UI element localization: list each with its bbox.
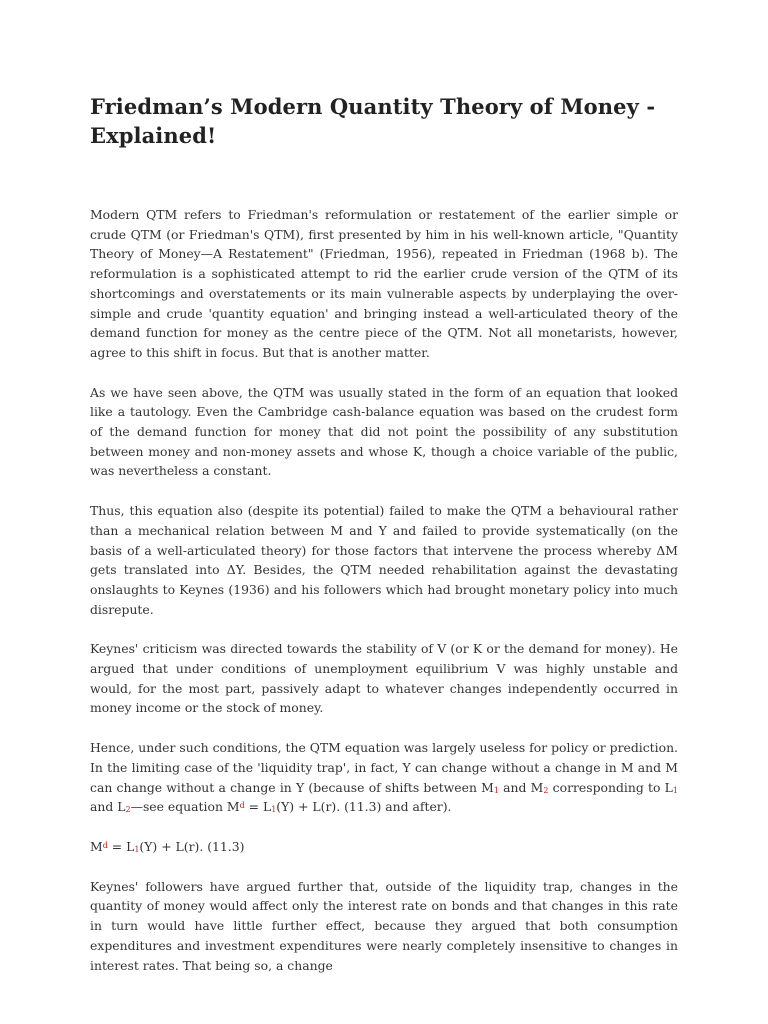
paragraph-2: As we have seen above, the QTM was usually stated in the form of an equation that looked like a tautology. Even the Cambridge cash-balance equation was based on the crudest form of the demand function for money that did not point the possibility of any substitution between money and non-money assets and whose K, though a choice variable of the public, was nevertheless a constant. bbox=[90, 384, 678, 479]
paragraph-4: Keynes' criticism was directed towards the stability of V (or K or the demand for money). He argued that under conditions of unemployment equilibrium V was highly unstable and would, for the most part, passively adapt to whatever changes independently occurred in money income or the stock of money. bbox=[90, 641, 678, 716]
subscript-m1: 1 bbox=[493, 785, 499, 795]
article-body bbox=[90, 205, 678, 995]
paragraph-5-text-c: corresponding to L bbox=[548, 779, 673, 795]
subscript-m2: 2 bbox=[543, 785, 549, 795]
equation-lhs: M bbox=[90, 838, 103, 854]
subscript-l1: 1 bbox=[672, 785, 678, 795]
paragraph-5-text-b: and M bbox=[498, 779, 544, 795]
paragraph-1: Modern QTM refers to Friedman's reformulation or restatement of the earlier simple or crude QTM (or Friedman's QTM), first presented by him in his well-known article, "Quantity Theory of Money—A Restatement" (Friedman, 1956), repeated in Friedman (1968 b). The reformulation is a sophisticated attempt to rid the earlier crude version of the QTM of its shortcomings and overstatements or its main vulnerable aspects by underplaying the over-simple and crude 'quantity equation' and bringing instead a well-articulated theory of the demand function for money as the centre piece of the QTM. Not all monetarists, however, agree to this shift in focus. But that is another matter. bbox=[90, 207, 678, 360]
subscript-l2: 2 bbox=[125, 805, 131, 815]
article-title: Friedman’s Modern Quantity Theory of Money - Explained! bbox=[90, 94, 656, 148]
equation-superscript-d: d bbox=[102, 840, 108, 850]
superscript-d: d bbox=[239, 801, 245, 811]
paragraph-5-text-d: and L bbox=[90, 799, 126, 815]
paragraph-3: Thus, this equation also (despite its potential) failed to make the QTM a behavioural rather than a mechanical relation between M and Y and failed to provide systematically (on the basis of a well-articulated theory) for those factors that intervene the process whereby ΔM gets translated into ΔY. Besides, the QTM needed rehabilitation against the devastating onslaughts to Keynes (1936) and his followers which had brought monetary policy into much disrepute. bbox=[90, 503, 678, 617]
equation-mid: = L bbox=[107, 838, 135, 854]
paragraph-5-text-g: (Y) + L(r). (11.3) and after). bbox=[276, 799, 452, 815]
paragraph-5 bbox=[90, 738, 678, 817]
subscript-l1-eq: 1 bbox=[271, 805, 277, 815]
paragraph-5-text-a: Hence, under such conditions, the QTM equation was largely useless for policy or prediction. In the limiting case of the 'liquidity trap', in fact, Y can change without a change in M and M can change without a change in Y (because of shifts between M bbox=[90, 740, 678, 795]
paragraph-6: Keynes' followers have argued further that, outside of the liquidity trap, changes in the quantity of money would affect only the interest rate on bonds and that changes in this rate in turn would have little further effect, because they argued that both consumption expenditures and investment expenditures were nearly completely insensitive to changes in interest rates. That being so, a change bbox=[90, 878, 678, 973]
article bbox=[90, 92, 678, 973]
paragraph-5-text-e: —see equation M bbox=[130, 799, 240, 815]
equation-rhs: (Y) + L(r). (11.3) bbox=[139, 838, 245, 854]
paragraph-5-text-f: = L bbox=[244, 799, 272, 815]
equation-subscript-1: 1 bbox=[134, 844, 140, 854]
equation-11-3 bbox=[90, 837, 678, 857]
